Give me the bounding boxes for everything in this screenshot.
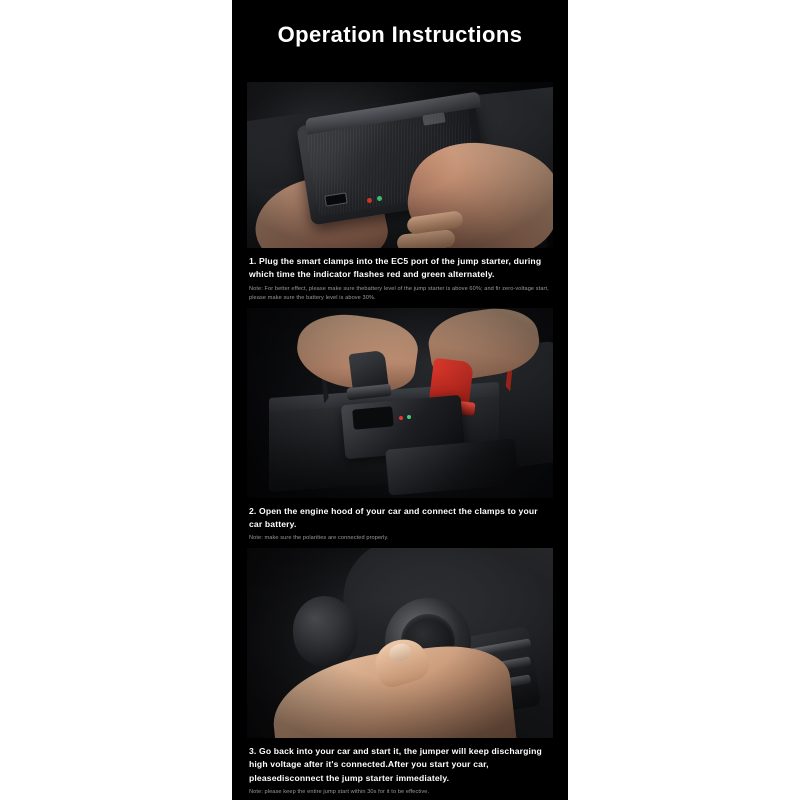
step-2-note: Note: make sure the polarities are connected properly. (249, 535, 389, 542)
step-3-photo (247, 548, 553, 738)
status-led-green (407, 414, 411, 418)
page-title: Operation Instructions (277, 22, 523, 47)
step-3-caption: 3. Go back into your car and start it, the jumper will keep discharging high voltage after it's connected.After you start your car, pleasedisconnect the jump starter immediately. (249, 746, 542, 783)
step-1-photo (247, 82, 553, 248)
step-2-photo (247, 308, 553, 498)
step-2-caption: 2. Open the engine hood of your car and connect the clamps to your car battery. (249, 505, 538, 529)
step-item-3 (247, 548, 553, 797)
jump-starter-display (352, 406, 394, 429)
step-1-caption: 1. Plug the smart clamps into the EC5 port of the jump starter, during which time the indicator flashes red and green alternately. (249, 256, 542, 280)
steps-list (247, 82, 553, 800)
step-item-1 (247, 82, 553, 303)
instruction-panel (232, 0, 568, 800)
status-led-red (399, 415, 403, 419)
step-3-note: Note: please keep the entire jump start within 30s for it to be effective. (249, 789, 430, 795)
step-item-2 (247, 308, 553, 544)
step-1-note: Note: For better effect, please make sure thebattery level of the jump starter is above 60%; and fir zero-voltage start, please make sure the battery level is above 30%. (249, 285, 549, 301)
